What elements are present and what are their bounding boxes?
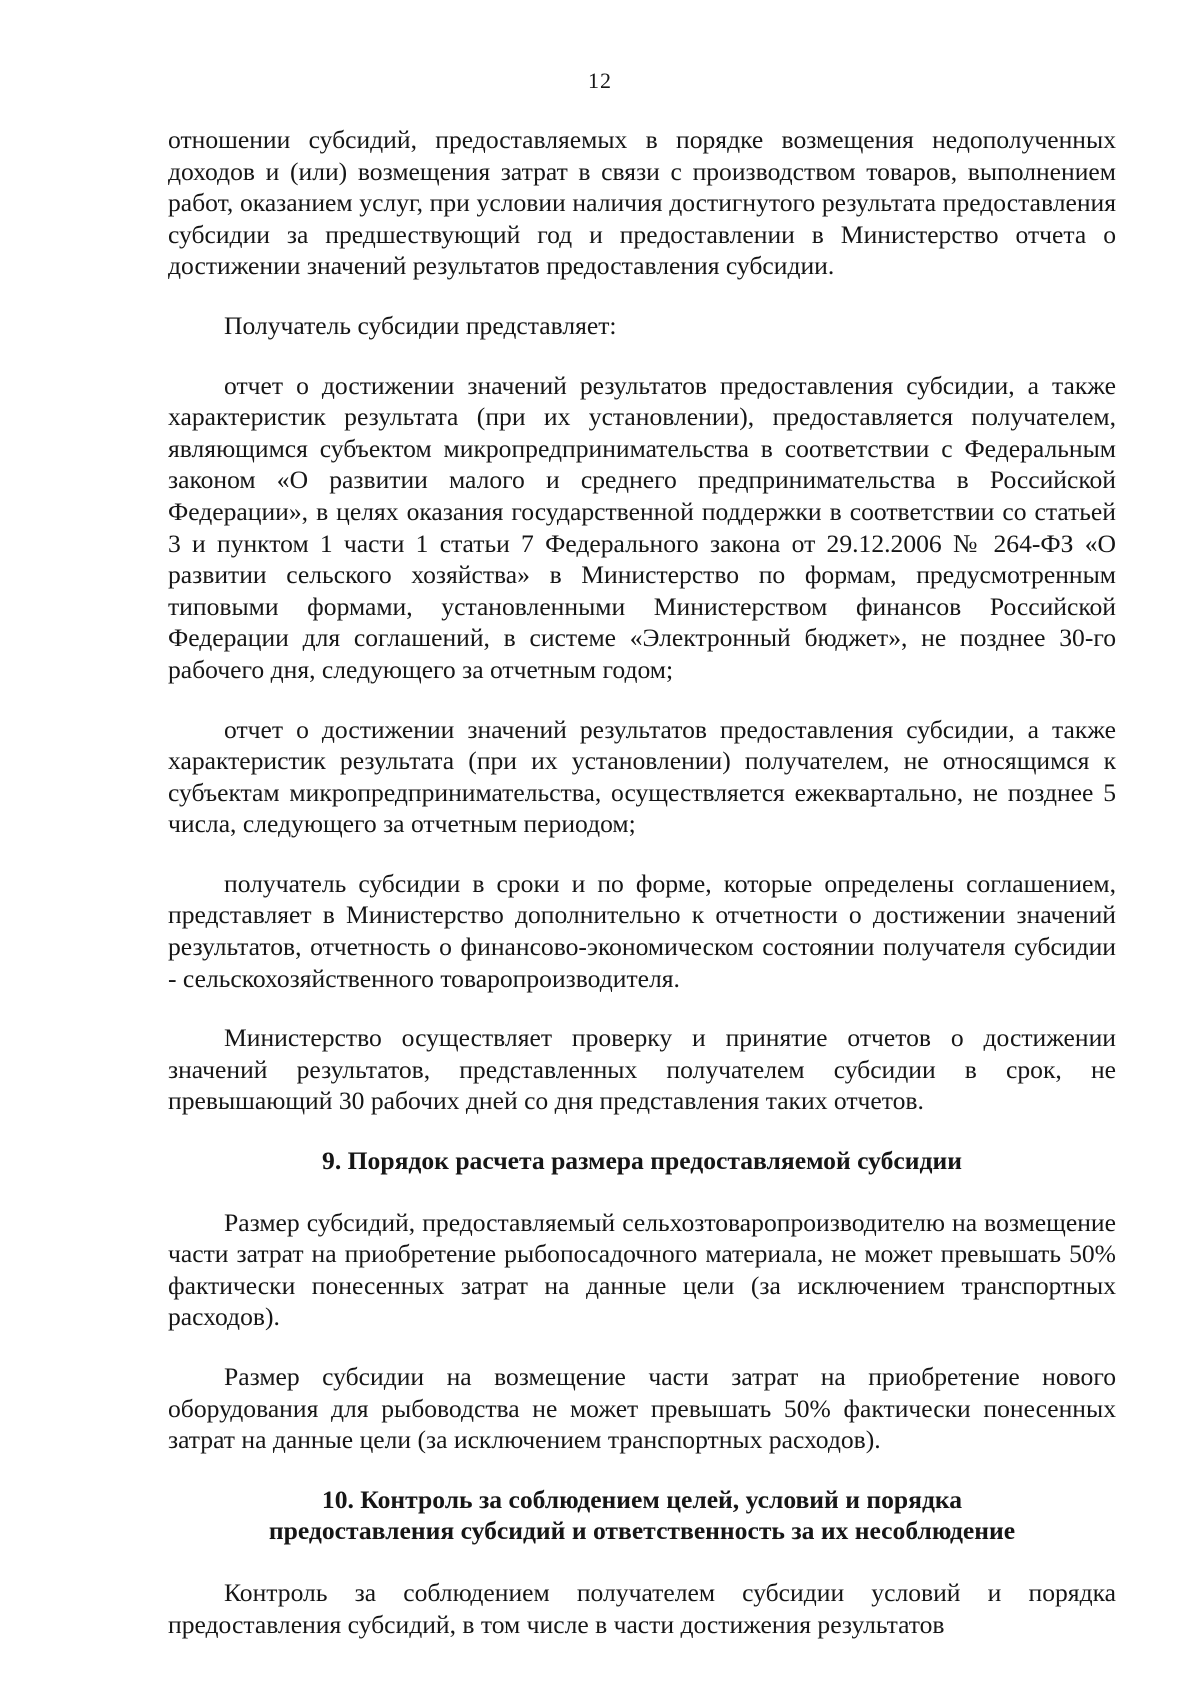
section-10-heading-line-1: 10. Контроль за соблюдением целей, условий и порядка xyxy=(321,1484,963,1514)
paragraph-recipient-submits: Получатель субсидии представляет: xyxy=(224,310,617,340)
paragraph-financial-reporting: получатель субсидии в сроки и по форме, которые определены соглашением, представляет в Министерство дополнительно к отчетности о достижении значений результатов, отчетность о финансово-экономическом состоянии получателя субсидии - сельскохозяйственного товаропроизводителя. xyxy=(168,868,1116,993)
page-number: 12 xyxy=(588,68,612,93)
document-body xyxy=(168,124,1116,1668)
paragraph-report-quarterly: отчет о достижении значений результатов предоставления субсидии, а также характеристик результата (при их установлении) получателем, не относящимся к субъектам микропредпринимательства, осуществляется ежеквартально, не позднее 5 числа, следующего за отчетным периодом; xyxy=(168,714,1116,839)
paragraph-subsidy-equipment: Размер субсидии на возмещение части затрат на приобретение нового оборудования для рыбоводства не может превышать 50% фактически понесенных затрат на данные цели (за исключением транспортных расходов). xyxy=(168,1362,1116,1455)
paragraph-report-micro: отчет о достижении значений результатов предоставления субсидии, а также характеристик результата (при их установлении), предоставляется получателем, являющимся субъектом микропредпринимательства в соответствии с Федеральным законом «О развитии малого и среднего предпринимательства в Российской Федерации», в целях оказания государственной поддержки в соответствии со статьей 3 и пунктом 1 части 1 статьи 7 Федерального закона от 29.12.2006 № 264-ФЗ «О развитии сельского хозяйства» в Министерство по формам, предусмотренным типовыми формами, установленными Министерством финансов Российской Федерации для соглашений, в системе «Электронный бюджет», не позднее 30-го рабочего дня, следующего за отчетным годом; xyxy=(168,370,1116,684)
paragraph-control: Контроль за соблюдением получателем субсидии условий и порядка предоставления субсидий, в том числе в части достижения результатов xyxy=(168,1577,1116,1639)
paragraph-subsidy-fish-material: Размер субсидий, предоставляемый сельхозтоваропроизводителю на возмещение части затрат на приобретение рыбопосадочного материала, не может превышать 50% фактически понесенных затрат на данные цели (за исключением транспортных расходов). xyxy=(168,1207,1116,1332)
paragraph-ministry-review: Министерство осуществляет проверку и принятие отчетов о достижении значений результатов, представленных получателем субсидии в срок, не превышающий 30 рабочих дней со дня представления таких отчетов. xyxy=(168,1023,1116,1116)
paragraph-continuation: отношении субсидий, предоставляемых в порядке возмещения недополученных доходов и (или) возмещения затрат в связи с производством товаров, выполнением работ, оказанием услуг, при условии наличия достигнутого результата предоставления субсидии за предшествующий год и предоставлении в Министерство отчета о достижении значений результатов предоставления субсидии. xyxy=(168,125,1116,281)
section-9-heading-text: 9. Порядок расчета размера предоставляемой субсидии xyxy=(322,1146,962,1176)
section-9-heading xyxy=(168,1145,1116,1177)
section-10-heading-line-2: предоставления субсидий и ответственность за их несоблюдение xyxy=(268,1516,1016,1546)
section-10-heading xyxy=(168,1484,1116,1547)
